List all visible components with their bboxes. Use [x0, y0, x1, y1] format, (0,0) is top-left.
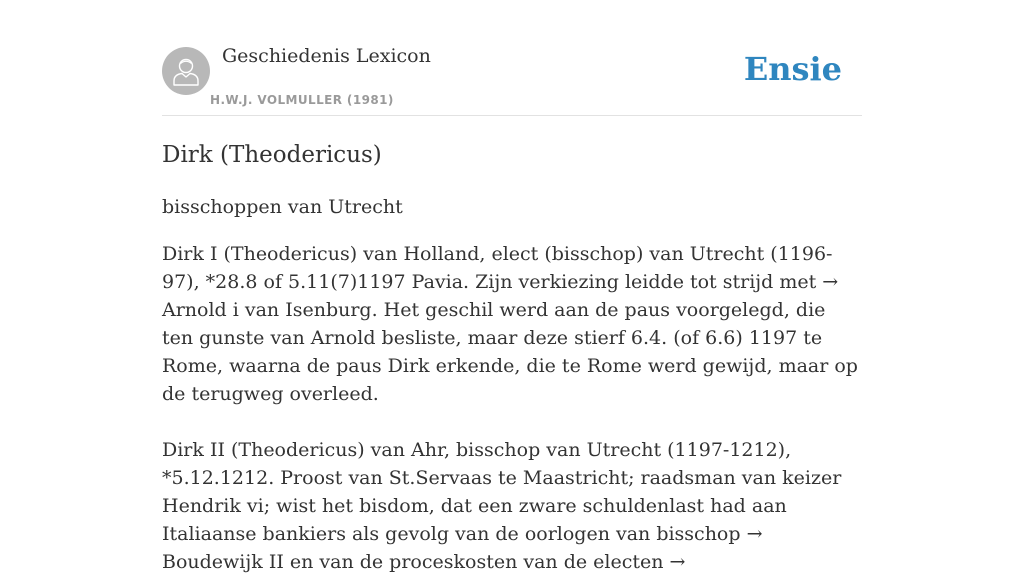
user-outline-icon [171, 55, 201, 87]
author-label: H.W.J. VOLMULLER (1981) [210, 93, 394, 107]
lexicon-title-link[interactable]: Geschiedenis Lexicon [222, 45, 431, 67]
article-paragraph-2: Dirk II (Theodericus) van Ahr, bisschop van Utrecht (1197-1212), *5.12.1212. Proost van St.Servaas te Maastricht; raadsman van keizer Hendrik vi; wist het bisdom, dat een zware schuldenlast had aan Italiaanse bankiers als gevolg van de oorlogen van bisschop → Boudewijk II en van de proceskosten van de electen → [162, 439, 842, 573]
header [162, 0, 862, 116]
article-paragraph-1: Dirk I (Theodericus) van Holland, elect (bisschop) van Utrecht (1196-97), *28.8 of 5.11(7)1197 Pavia. Zijn verkiezing leidde tot strijd met → Arnold i van Isenburg. Het geschil werd aan de paus voorgelegd, die ten gunste van Arnold besliste, maar deze stierf 6.4. (of 6.6) 1197 te Rome, waarna de paus Dirk erkende, die te Rome werd gewijd, maar op de terugweg overleed. [162, 243, 858, 405]
content-container [162, 0, 862, 576]
user-avatar-icon[interactable] [162, 47, 210, 95]
ensie-logo-link[interactable]: Ensie [743, 50, 842, 88]
article-title: Dirk (Theodericus) [162, 142, 382, 168]
article-subtitle: bisschoppen van Utrecht [162, 196, 403, 218]
